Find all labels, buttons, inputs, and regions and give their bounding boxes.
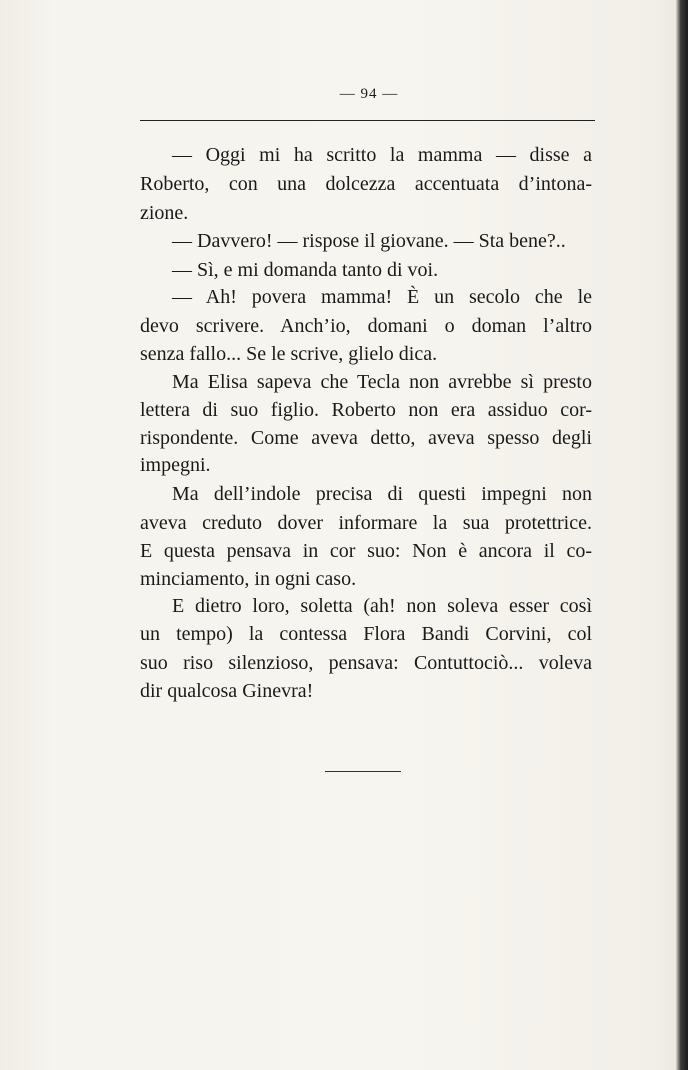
text-line: — Davvero! — rispose il giovane. — Sta bene?.. <box>172 230 566 252</box>
text-line: Ma dell’indole precisa di questi impegni non <box>172 483 592 505</box>
text-line: E questa pensava in cor suo: Non è ancora il co- <box>140 540 592 562</box>
text-line: Ma Elisa sapeva che Tecla non avrebbe sì presto <box>172 371 592 393</box>
text-line: senza fallo... Se le scrive, glielo dica. <box>140 343 438 365</box>
text-line: devo scrivere. Anch’io, domani o doman l’altro <box>140 315 592 337</box>
text-line: aveva creduto dover informare la sua protettrice. <box>140 512 592 534</box>
text-line: E dietro loro, soletta (ah! non soleva esser così <box>172 595 592 617</box>
text-line: — Sì, e mi domanda tanto di voi. <box>172 259 439 281</box>
end-rule <box>325 771 401 772</box>
text-line: minciamento, in ogni caso. <box>140 568 357 590</box>
page-number: — 94 — <box>339 86 399 102</box>
text-line: rispondente. Come aveva detto, aveva spesso degli <box>140 427 592 449</box>
text-line: lettera di suo figlio. Roberto non era assiduo cor- <box>140 399 592 421</box>
text-line: dir qualcosa Ginevra! <box>140 680 314 702</box>
text-line: — Ah! povera mamma! È un secolo che le <box>172 286 592 308</box>
text-line: un tempo) la contessa Flora Bandi Corvini, col <box>140 623 592 645</box>
text-line: impegni. <box>140 454 211 476</box>
page-binding-edge <box>676 0 688 1070</box>
text-line: suo riso silenzioso, pensava: Contuttociò... voleva <box>140 652 592 674</box>
header-rule <box>140 120 595 121</box>
text-line: zione. <box>140 202 189 224</box>
text-line: Roberto, con una dolcezza accentuata d’intona- <box>140 173 592 195</box>
text-line: — Oggi mi ha scritto la mamma — disse a <box>172 144 592 166</box>
